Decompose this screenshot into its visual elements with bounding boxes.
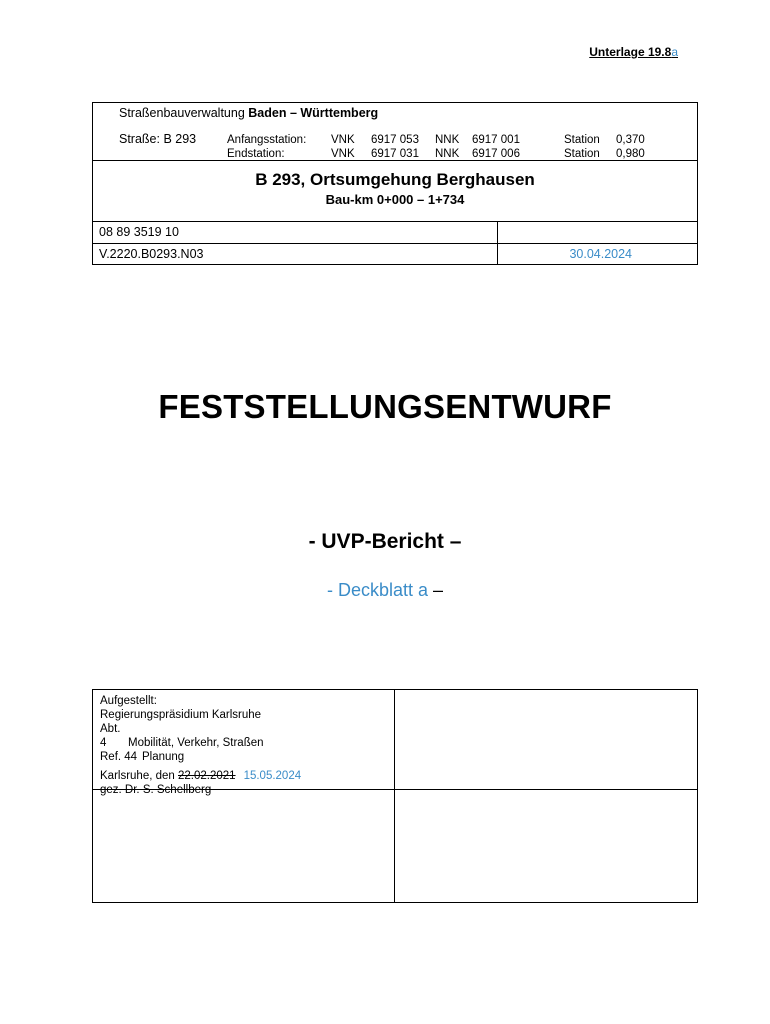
aktenzeichen: 08 89 3519 10 xyxy=(93,222,498,243)
ort-datum-line: Karlsruhe, den 22.02.2021 15.05.2024 xyxy=(100,770,302,782)
header-row-1-right xyxy=(498,222,697,243)
abteilung-line: Abt. 4 Mobilität, Verkehr, Straßen xyxy=(100,723,264,749)
unterlage-suffix: a xyxy=(671,45,678,59)
station-row-start: Anfangsstation: VNK 6917 053 NNK 6917 001 Station 0,370 xyxy=(227,134,645,146)
old-date: 22.02.2021 xyxy=(178,770,236,782)
station-table xyxy=(227,133,645,161)
header-box xyxy=(92,102,698,265)
station-row-end: Endstation: VNK 6917 031 NNK 6917 006 Station 0,980 xyxy=(227,148,645,160)
project-section xyxy=(93,161,697,222)
referat-line: Ref. 44 Planung xyxy=(100,751,185,763)
projekt-nummer: V.2220.B0293.N03 xyxy=(93,244,498,264)
signed-by: gez. Dr. S. Schellberg xyxy=(100,784,212,796)
aufgestellt-label: Aufgestellt: xyxy=(100,695,157,707)
new-date: 15.05.2024 xyxy=(243,770,302,782)
main-title: FESTSTELLUNGSENTWURF xyxy=(158,388,612,425)
header-row-2 xyxy=(93,243,697,264)
header-date: 30.04.2024 xyxy=(569,247,632,261)
header-row-1 xyxy=(93,222,697,243)
authority-name: Regierungspräsidium Karlsruhe xyxy=(100,709,262,721)
strasse-label: Straße: B 293 xyxy=(119,132,197,146)
header-top-section xyxy=(93,103,697,161)
signature-box xyxy=(92,689,698,903)
signature-cell-bottom-left xyxy=(93,790,395,902)
project-km: Bau-km 0+000 – 1+734 xyxy=(325,192,465,207)
signature-cell-top-right xyxy=(395,690,697,789)
project-title: B 293, Ortsumgehung Berghausen xyxy=(255,170,535,189)
signature-cell-bottom-right xyxy=(395,790,697,902)
deckblatt-label: - Deckblatt a – xyxy=(326,580,444,600)
unterlage-label: Unterlage 19.8a xyxy=(589,45,678,59)
sub-title: - UVP-Bericht – xyxy=(308,530,462,553)
verwaltung-line: Straßenbauverwaltung Baden – Württemberg xyxy=(119,106,379,120)
aufgestellt-cell xyxy=(93,690,395,796)
